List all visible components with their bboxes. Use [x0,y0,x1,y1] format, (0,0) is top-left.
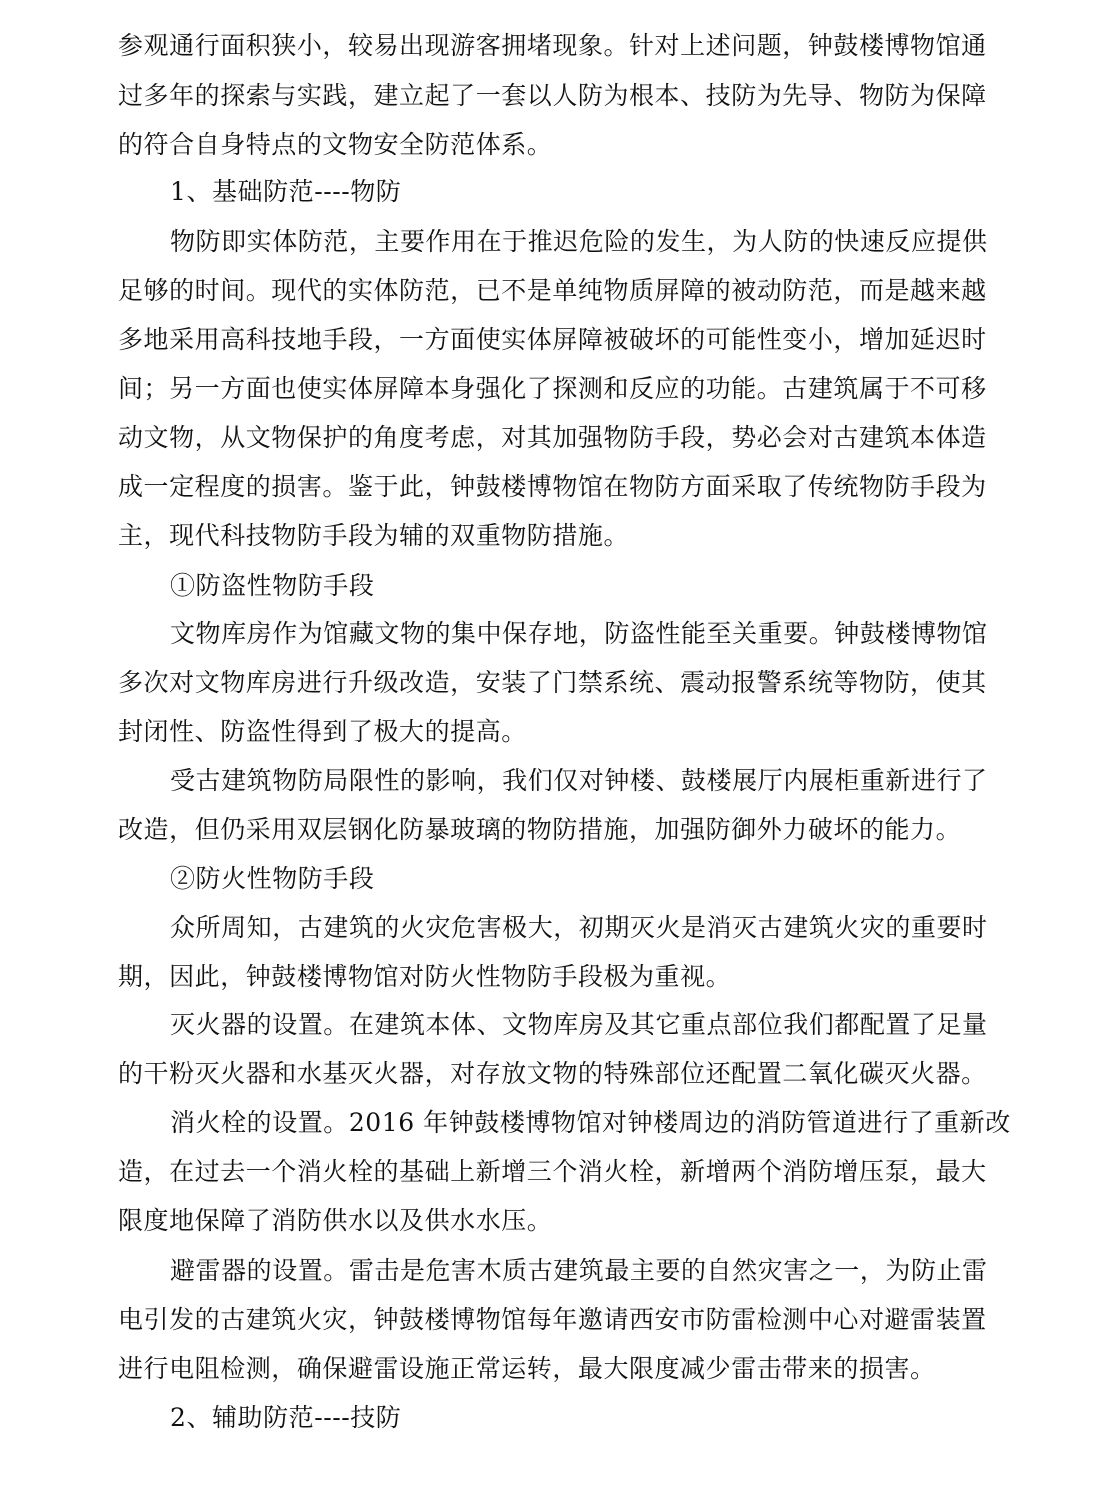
paragraph-line: 封闭性、防盗性得到了极大的提高。 [118,717,527,746]
paragraph-line: 间；另一方面也使实体屏障本身强化了探测和反应的功能。古建筑属于不可移 [118,374,987,403]
paragraph-line: 进行电阻检测，确保避雷设施正常运转，最大限度减少雷击带来的损害。 [118,1354,936,1383]
section-heading: 2、辅助防范----技防 [170,1403,402,1432]
paragraph-line: 限度地保障了消防供水以及供水水压。 [118,1206,553,1235]
paragraph-line: 灭火器的设置。在建筑本体、文物库房及其它重点部位我们都配置了足量 [170,1010,988,1039]
paragraph-line: 电引发的古建筑火灾，钟鼓楼博物馆每年邀请西安市防雷检测中心对避雷装置 [118,1305,987,1334]
paragraph-line: 受古建筑物防局限性的影响，我们仅对钟楼、鼓楼展厅内展柜重新进行了 [170,766,988,795]
paragraph-line: 期，因此，钟鼓楼博物馆对防火性物防手段极为重视。 [118,962,732,991]
paragraph-line: 的符合自身特点的文物安全防范体系。 [118,130,553,159]
paragraph-line: 主，现代科技物防手段为辅的双重物防措施。 [118,521,630,550]
paragraph-line: 造，在过去一个消火栓的基础上新增三个消火栓，新增两个消防增压泵，最大 [118,1157,987,1186]
paragraph-line: 多次对文物库房进行升级改造，安装了门禁系统、震动报警系统等物防，使其 [118,668,987,697]
subsection-heading: ①防盗性物防手段 [170,571,375,600]
paragraph-line: 避雷器的设置。雷击是危害木质古建筑最主要的自然灾害之一，为防止雷 [170,1256,988,1285]
subsection-heading: ②防火性物防手段 [170,864,375,893]
paragraph-line: 过多年的探索与实践，建立起了一套以人防为根本、技防为先导、物防为保障 [118,81,987,110]
paragraph-line: 动文物，从文物保护的角度考虑，对其加强物防手段，势必会对古建筑本体造 [118,423,987,452]
paragraph-line: 文物库房作为馆藏文物的集中保存地，防盗性能至关重要。钟鼓楼博物馆 [170,619,988,648]
paragraph-line: 的干粉灭火器和水基灭火器，对存放文物的特殊部位还配置二氧化碳灭火器。 [118,1059,987,1088]
paragraph-line: 多地采用高科技地手段，一方面使实体屏障被破坏的可能性变小，增加延迟时 [118,325,987,354]
paragraph-line: 足够的时间。现代的实体防范，已不是单纯物质屏障的被动防范，而是越来越 [118,276,987,305]
paragraph-line: 众所周知，古建筑的火灾危害极大，初期灭火是消灭古建筑火灾的重要时 [170,913,988,942]
section-heading: 1、基础防范----物防 [170,177,402,206]
paragraph-line: 改造，但仍采用双层钢化防暴玻璃的物防措施，加强防御外力破坏的能力。 [118,815,962,844]
paragraph-line: 参观通行面积狭小，较易出现游客拥堵现象。针对上述问题，钟鼓楼博物馆通 [118,31,987,60]
paragraph-line: 消火栓的设置。2016 年钟鼓楼博物馆对钟楼周边的消防管道进行了重新改 [170,1108,1011,1137]
paragraph-line: 物防即实体防范，主要作用在于推迟危险的发生，为人防的快速反应提供 [170,227,988,256]
paragraph-line: 成一定程度的损害。鉴于此，钟鼓楼博物馆在物防方面采取了传统物防手段为 [118,472,987,501]
